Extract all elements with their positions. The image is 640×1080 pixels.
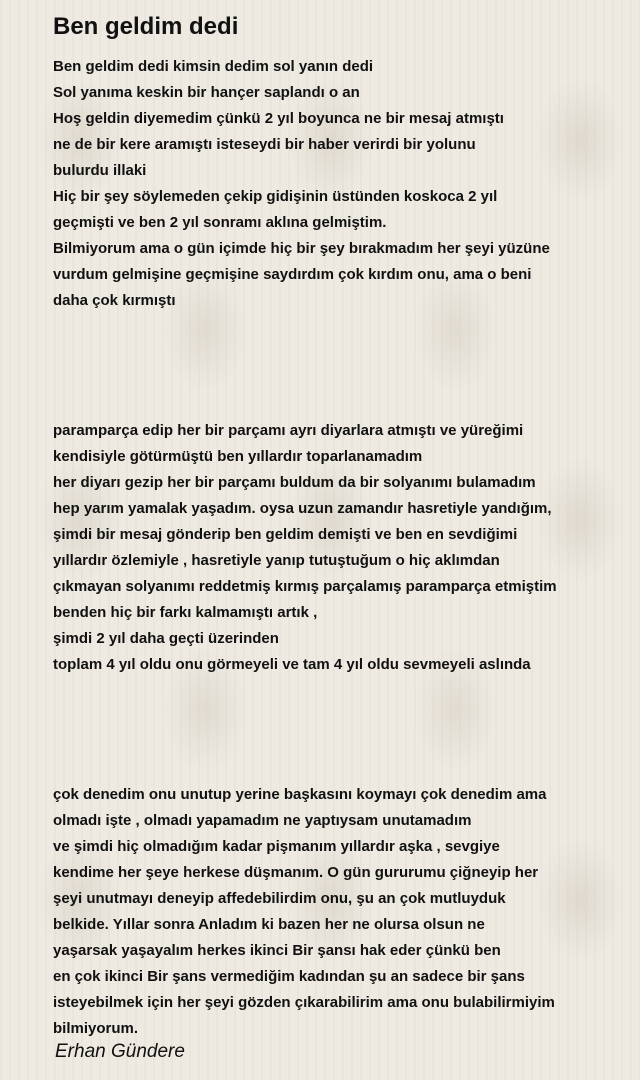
poem-line: Sol yanıma keskin bir hançer saplandı o an <box>53 84 360 101</box>
stanza-3 <box>53 782 610 1042</box>
poem-line: olmadı işte , olmadı yapamadım ne yaptıysam unutamadım <box>53 812 472 829</box>
poem-line: Hoş geldin diyemedim çünkü 2 yıl boyunca ne bir mesaj atmıştı <box>53 110 504 127</box>
poem-line: her diyarı gezip her bir parçamı buldum da bir solyanımı bulamadım <box>53 474 536 491</box>
poem-line: isteyebilmek için her şeyi gözden çıkarabilirim ama onu bulabilirmiyim <box>53 994 555 1011</box>
poem-line: vurdum gelmişine geçmişine saydırdım çok kırdım onu, ama o beni <box>53 266 532 283</box>
poem-title: Ben geldim dedi <box>53 13 239 40</box>
stanza-gap <box>53 314 610 418</box>
poem-line: yaşarsak yaşayalım herkes ikinci Bir şansı hak eder çünkü ben <box>53 942 501 959</box>
poem-line: kendisiyle götürmüştü ben yıllardır toparlanamadım <box>53 448 423 465</box>
stanza-1 <box>53 54 610 314</box>
poem-line: şimdi 2 yıl daha geçti üzerinden <box>53 630 279 647</box>
poem-line: ne de bir kere aramıştı isteseydi bir haber verirdi bir yolunu <box>53 136 476 153</box>
poem-line: daha çok kırmıştı <box>53 292 176 309</box>
poem-author[interactable]: Erhan Gündere <box>55 1041 185 1062</box>
poem-line: şeyi unutmayı deneyip affedebilirdim onu, şu an çok mutluyduk <box>53 890 506 907</box>
poem-line: Ben geldim dedi kimsin dedim sol yanın dedi <box>53 58 374 75</box>
poem-line: yıllardır özlemiyle , hasretiyle yanıp tutuştuğum o hiç aklımdan <box>53 552 500 569</box>
poem-line: paramparça edip her bir parçamı ayrı diyarlara atmıştı ve yüreğimi <box>53 422 524 439</box>
poem-line: belkide. Yıllar sonra Anladım ki bazen her ne olursa olsun ne <box>53 916 485 933</box>
poem-line: toplam 4 yıl oldu onu görmeyeli ve tam 4 yıl oldu sevmeyeli aslında <box>53 656 531 673</box>
poem-line: Bilmiyorum ama o gün içimde hiç bir şey bırakmadım her şeyi yüzüne <box>53 240 550 257</box>
poem-line: hep yarım yamalak yaşadım. oysa uzun zamandır hasretiyle yandığım, <box>53 500 552 517</box>
poem-line: kendime her şeye herkese düşmanım. O gün gururumu çiğneyip her <box>53 864 539 881</box>
poem-line: Hiç bir şey söylemeden çekip gidişinin üstünden koskoca 2 yıl <box>53 188 498 205</box>
poem-body <box>53 54 610 1042</box>
poem-line: şimdi bir mesaj gönderip ben geldim demişti ve ben en sevdiğimi <box>53 526 518 543</box>
poem-line: çıkmayan solyanımı reddetmiş kırmış parçalamış paramparça etmiştim <box>53 578 557 595</box>
poem-line: en çok ikinci Bir şans vermediğim kadından şu an sadece bir şans <box>53 968 525 985</box>
stanza-2 <box>53 418 610 678</box>
poem-line: bilmiyorum. <box>53 1020 139 1037</box>
poem-line: çok denedim onu unutup yerine başkasını koymayı çok denedim ama <box>53 786 547 803</box>
poem-line: benden hiç bir farkı kalmamıştı artık , <box>53 604 318 621</box>
stanza-gap <box>53 678 610 782</box>
poem-line: geçmişti ve ben 2 yıl sonramı aklına gelmiştim. <box>53 214 387 231</box>
poem-line: bulurdu illaki <box>53 162 147 179</box>
poem-line: ve şimdi hiç olmadığım kadar pişmanım yıllardır aşka , sevgiye <box>53 838 500 855</box>
